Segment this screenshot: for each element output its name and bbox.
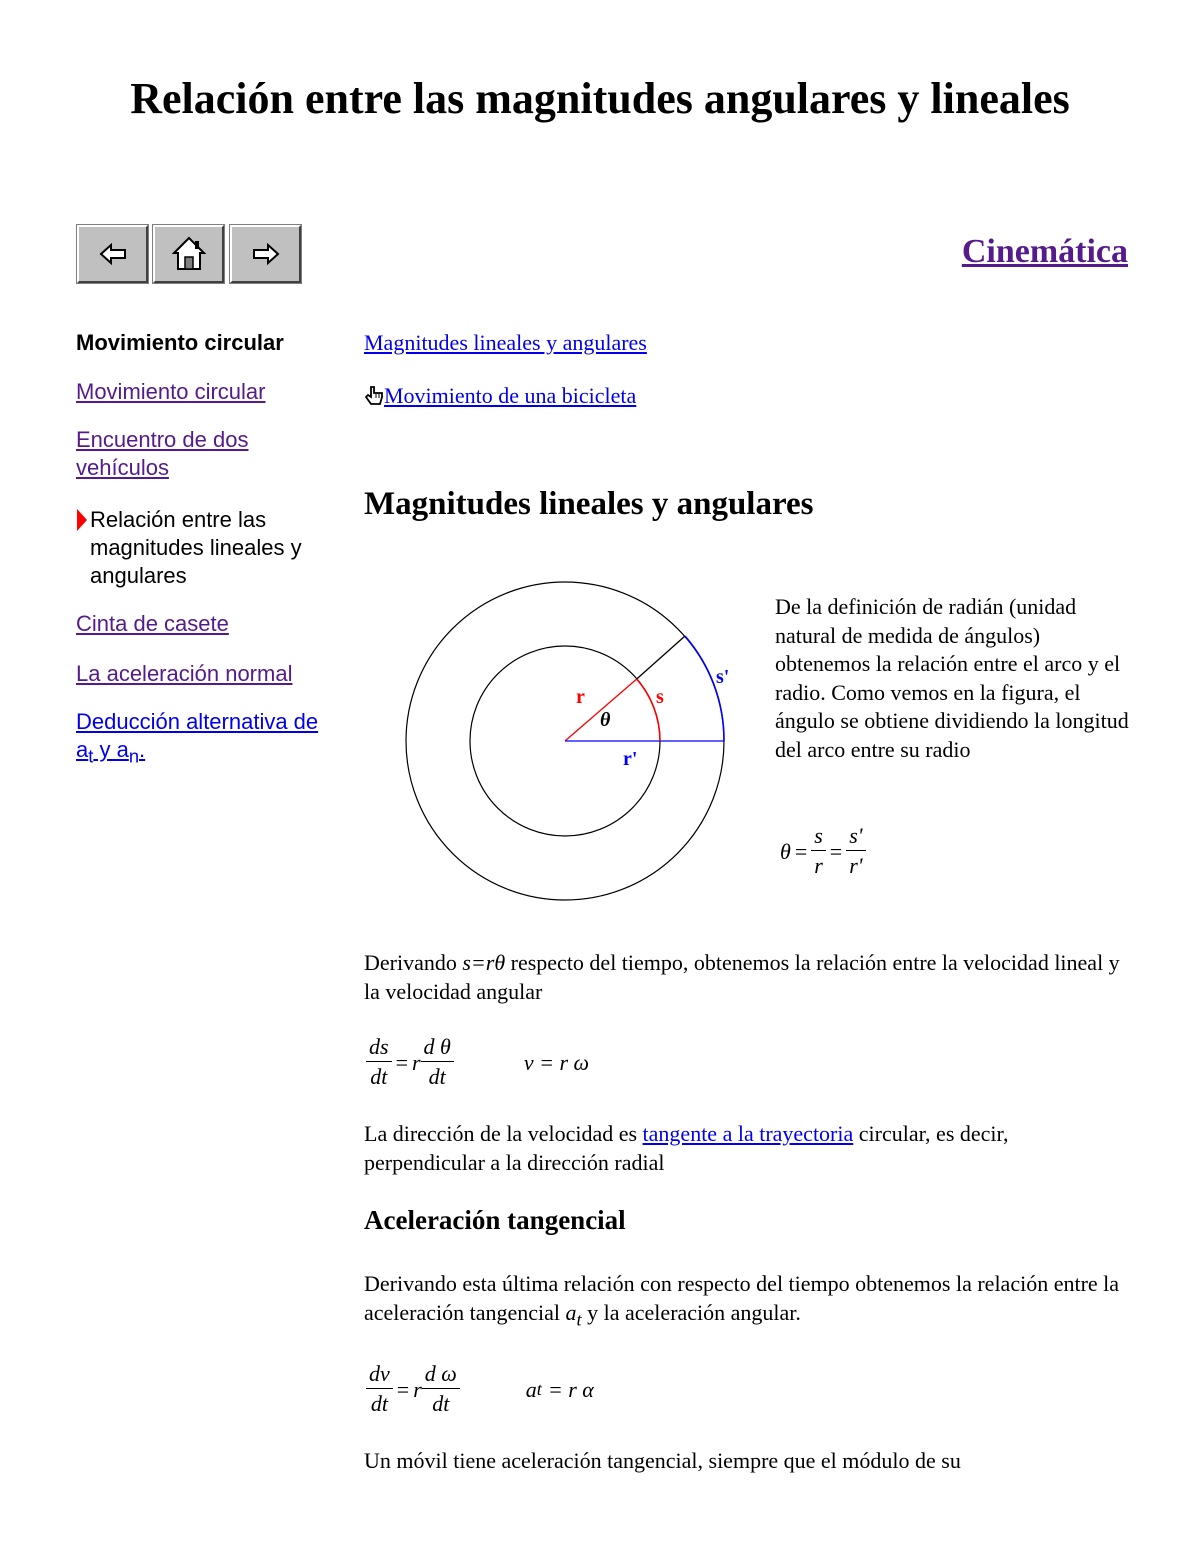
sidebar-item-current — [76, 506, 336, 590]
left-arrow-icon — [99, 243, 127, 265]
current-marker-icon — [76, 508, 88, 532]
sidebar-item-current-label: Relación entre las magnitudes lineales y angulares — [90, 507, 302, 588]
accel-paragraph: Derivando esta última relación con respecto del tiempo obtenemos la relación entre la aceleración tangencial $a_t$ y la aceleración angular. — [364, 1271, 1120, 1329]
home-icon — [172, 236, 206, 272]
subheading-aceleracion: Aceleración tangencial — [364, 1205, 626, 1235]
sidebar-item-deduccion[interactable]: Deducción alternativa de $a_t$ y $a_n$. — [76, 709, 319, 767]
label-s: s — [656, 686, 664, 708]
section-heading: Magnitudes lineales y angulares — [364, 486, 814, 522]
back-button[interactable] — [77, 225, 148, 283]
label-r-prime: r' — [623, 748, 638, 770]
sidebar-item-aceleracion-normal[interactable]: La aceleración normal — [76, 661, 293, 686]
sidebar-item-encuentro[interactable]: Encuentro de dos vehículos — [76, 427, 249, 480]
section-link-cinematica[interactable]: Cinemática — [961, 233, 1128, 270]
sidebar-item-cinta-casete[interactable]: Cinta de casete — [76, 611, 229, 636]
intro-paragraph: De la definición de radián (unidad natural de medida de ángulos) obtenemos la relación entre el arco y el radio. Como vemos en la figura, el ángulo se obtiene dividiendo la longitud del arco entre su radio — [775, 594, 1129, 762]
pointing-hand-icon — [364, 385, 384, 407]
equation-theta: θ = $\frac{s}{r}$ = $\frac{s'}{r'}$ — [780, 822, 866, 881]
sidebar-heading: Movimiento circular — [76, 330, 284, 355]
equation-velocity: $\frac{ds}{dt}$ = r $\frac{\text{d θ}}{dt}$ v = r ω — [366, 1033, 589, 1092]
circle-diagram — [390, 575, 735, 905]
last-paragraph: Un móvil tiene aceleración tangencial, siempre que el módulo de su — [364, 1448, 961, 1473]
derive-paragraph: Derivando s=rθ respecto del tiempo, obtenemos la relación entre la velocidad lineal y la velocidad angular — [364, 950, 1120, 1004]
link-tangente[interactable]: tangente a la trayectoria — [642, 1121, 854, 1146]
radius-extension — [637, 636, 685, 679]
right-arrow-icon — [252, 243, 280, 265]
forward-button[interactable] — [230, 225, 301, 283]
label-theta: θ — [600, 709, 611, 731]
link-bicicleta[interactable]: Movimiento de una bicicleta — [384, 383, 637, 408]
arc-s-prime — [685, 636, 724, 741]
page-title: Relación entre las magnitudes angulares y lineales — [130, 74, 1070, 123]
label-s-prime: s' — [716, 666, 730, 688]
label-r: r — [576, 686, 585, 708]
sidebar-item-movimiento-circular[interactable]: Movimiento circular — [76, 379, 266, 404]
link-bicicleta-row — [364, 383, 636, 409]
link-magnitudes[interactable]: Magnitudes lineales y angulares — [364, 330, 647, 355]
velocity-paragraph: La dirección de la velocidad es tangente a la trayectoria circular, es decir, perpendicular a la dirección radial — [364, 1121, 1009, 1175]
home-button[interactable] — [153, 225, 224, 283]
equation-acceleration: $\frac{dv}{dt}$ = r $\frac{\text{d ω}}{dt}$ a t = r α — [366, 1360, 594, 1419]
